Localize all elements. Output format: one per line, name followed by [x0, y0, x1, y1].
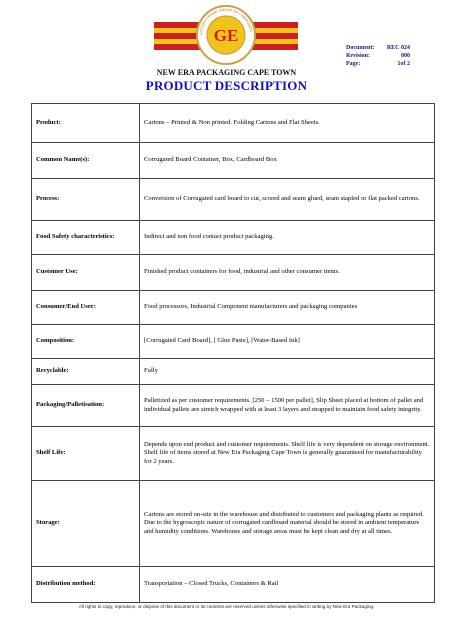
table-row — [32, 325, 435, 359]
table-row — [32, 481, 435, 567]
row-value: Transportation – Closed Trucks, Containers & Rail — [140, 567, 435, 603]
table-row — [32, 359, 435, 385]
row-value: Cartons – Printed & Non printed. Folding Cartons and Flat Sheets. — [140, 104, 435, 143]
table-row — [32, 427, 435, 481]
row-label: Storage: — [32, 481, 140, 567]
doc-info-value: 1of 2 — [397, 61, 410, 67]
doc-info-value: REC 024 — [386, 45, 410, 51]
row-label: Recyclable: — [32, 359, 140, 385]
row-label: Common Name(s): — [32, 143, 140, 179]
company-name: NEW ERA PACKAGING CAPE TOWN — [156, 68, 297, 77]
row-label: Food Safety characteristics: — [32, 221, 140, 255]
golden-frame-logo — [150, 4, 302, 66]
row-value: Cartons are stored on-site in the warehouse and distributed to customers and packaging plants as required. Due to the hygroscopic nature of corrugated cardboard material should be stored in ambient temperature and humidity conditions. Warehouse and storage areas must be kept clean and dry at all times. — [140, 481, 435, 567]
table-row — [32, 567, 435, 603]
doc-info-label: Revision: — [346, 53, 370, 59]
document-info — [346, 44, 410, 68]
row-value: Indirect and non food contact product packaging. — [140, 221, 435, 255]
row-label: Process: — [32, 179, 140, 221]
row-label: Product: — [32, 104, 140, 143]
table-row — [32, 179, 435, 221]
row-label: Customer Use: — [32, 255, 140, 291]
row-value: Fully — [140, 359, 435, 385]
table-row — [32, 255, 435, 291]
doc-info-label: Page: — [346, 61, 361, 67]
table-row — [32, 291, 435, 325]
row-label: Distribution method: — [32, 567, 140, 603]
copyright-footer: All rights to copy, reproduce, or dispose of this document or its contents are reserved unless otherwise specified in writing by New Era Packaging. — [78, 604, 375, 609]
row-value: Palletized as per customer requirements. [250 – 1500 per pallet], Slip Sheet placed at bottom of pallet and individual pallets are stretch wrapped with at least 3 layers and strapped to maintain food safety integrity. — [140, 385, 435, 427]
doc-info-row-document — [346, 44, 410, 52]
row-value: Conversion of Corrugated card board to cut, scored and seam glued, seam stapled or flat packed cartons. — [140, 179, 435, 221]
table-row — [32, 104, 435, 143]
product-description-table — [31, 103, 435, 603]
table-row — [32, 385, 435, 427]
doc-info-row-page — [346, 60, 410, 68]
row-value: Finished product containers for food, industrial and other consumer items. — [140, 255, 435, 291]
row-value: [Corrugated Card Board], [ Glue Paste], [Water-Based Ink] — [140, 325, 435, 359]
row-value: Corrugated Board Container, Box, Cardboard Box — [140, 143, 435, 179]
doc-info-row-revision — [346, 52, 410, 60]
doc-info-label: Document: — [346, 45, 375, 51]
row-value: Depends upon end product and customer requirements. Shelf life is very dependent on storage environment. Shelf life of items stored at New Era Packaging Cape Town is generally guaranteed for manufacturability for 2 years. — [140, 427, 435, 481]
logo-ring-text: GOLDEN FRAME GROUP OF COMPANIES — [198, 7, 253, 36]
logo-monogram: GE — [213, 26, 239, 45]
row-value: Food processors, Industrial Component manufacturers and packaging companies — [140, 291, 435, 325]
row-label: Consumer/End User: — [32, 291, 140, 325]
row-label: Packaging/Palletisation: — [32, 385, 140, 427]
table-row — [32, 221, 435, 255]
row-label: Composition: — [32, 325, 140, 359]
row-label: Shelf Life: — [32, 427, 140, 481]
table-row — [32, 143, 435, 179]
doc-info-value: 000 — [401, 53, 410, 59]
page-title: PRODUCT DESCRIPTION — [145, 78, 308, 93]
